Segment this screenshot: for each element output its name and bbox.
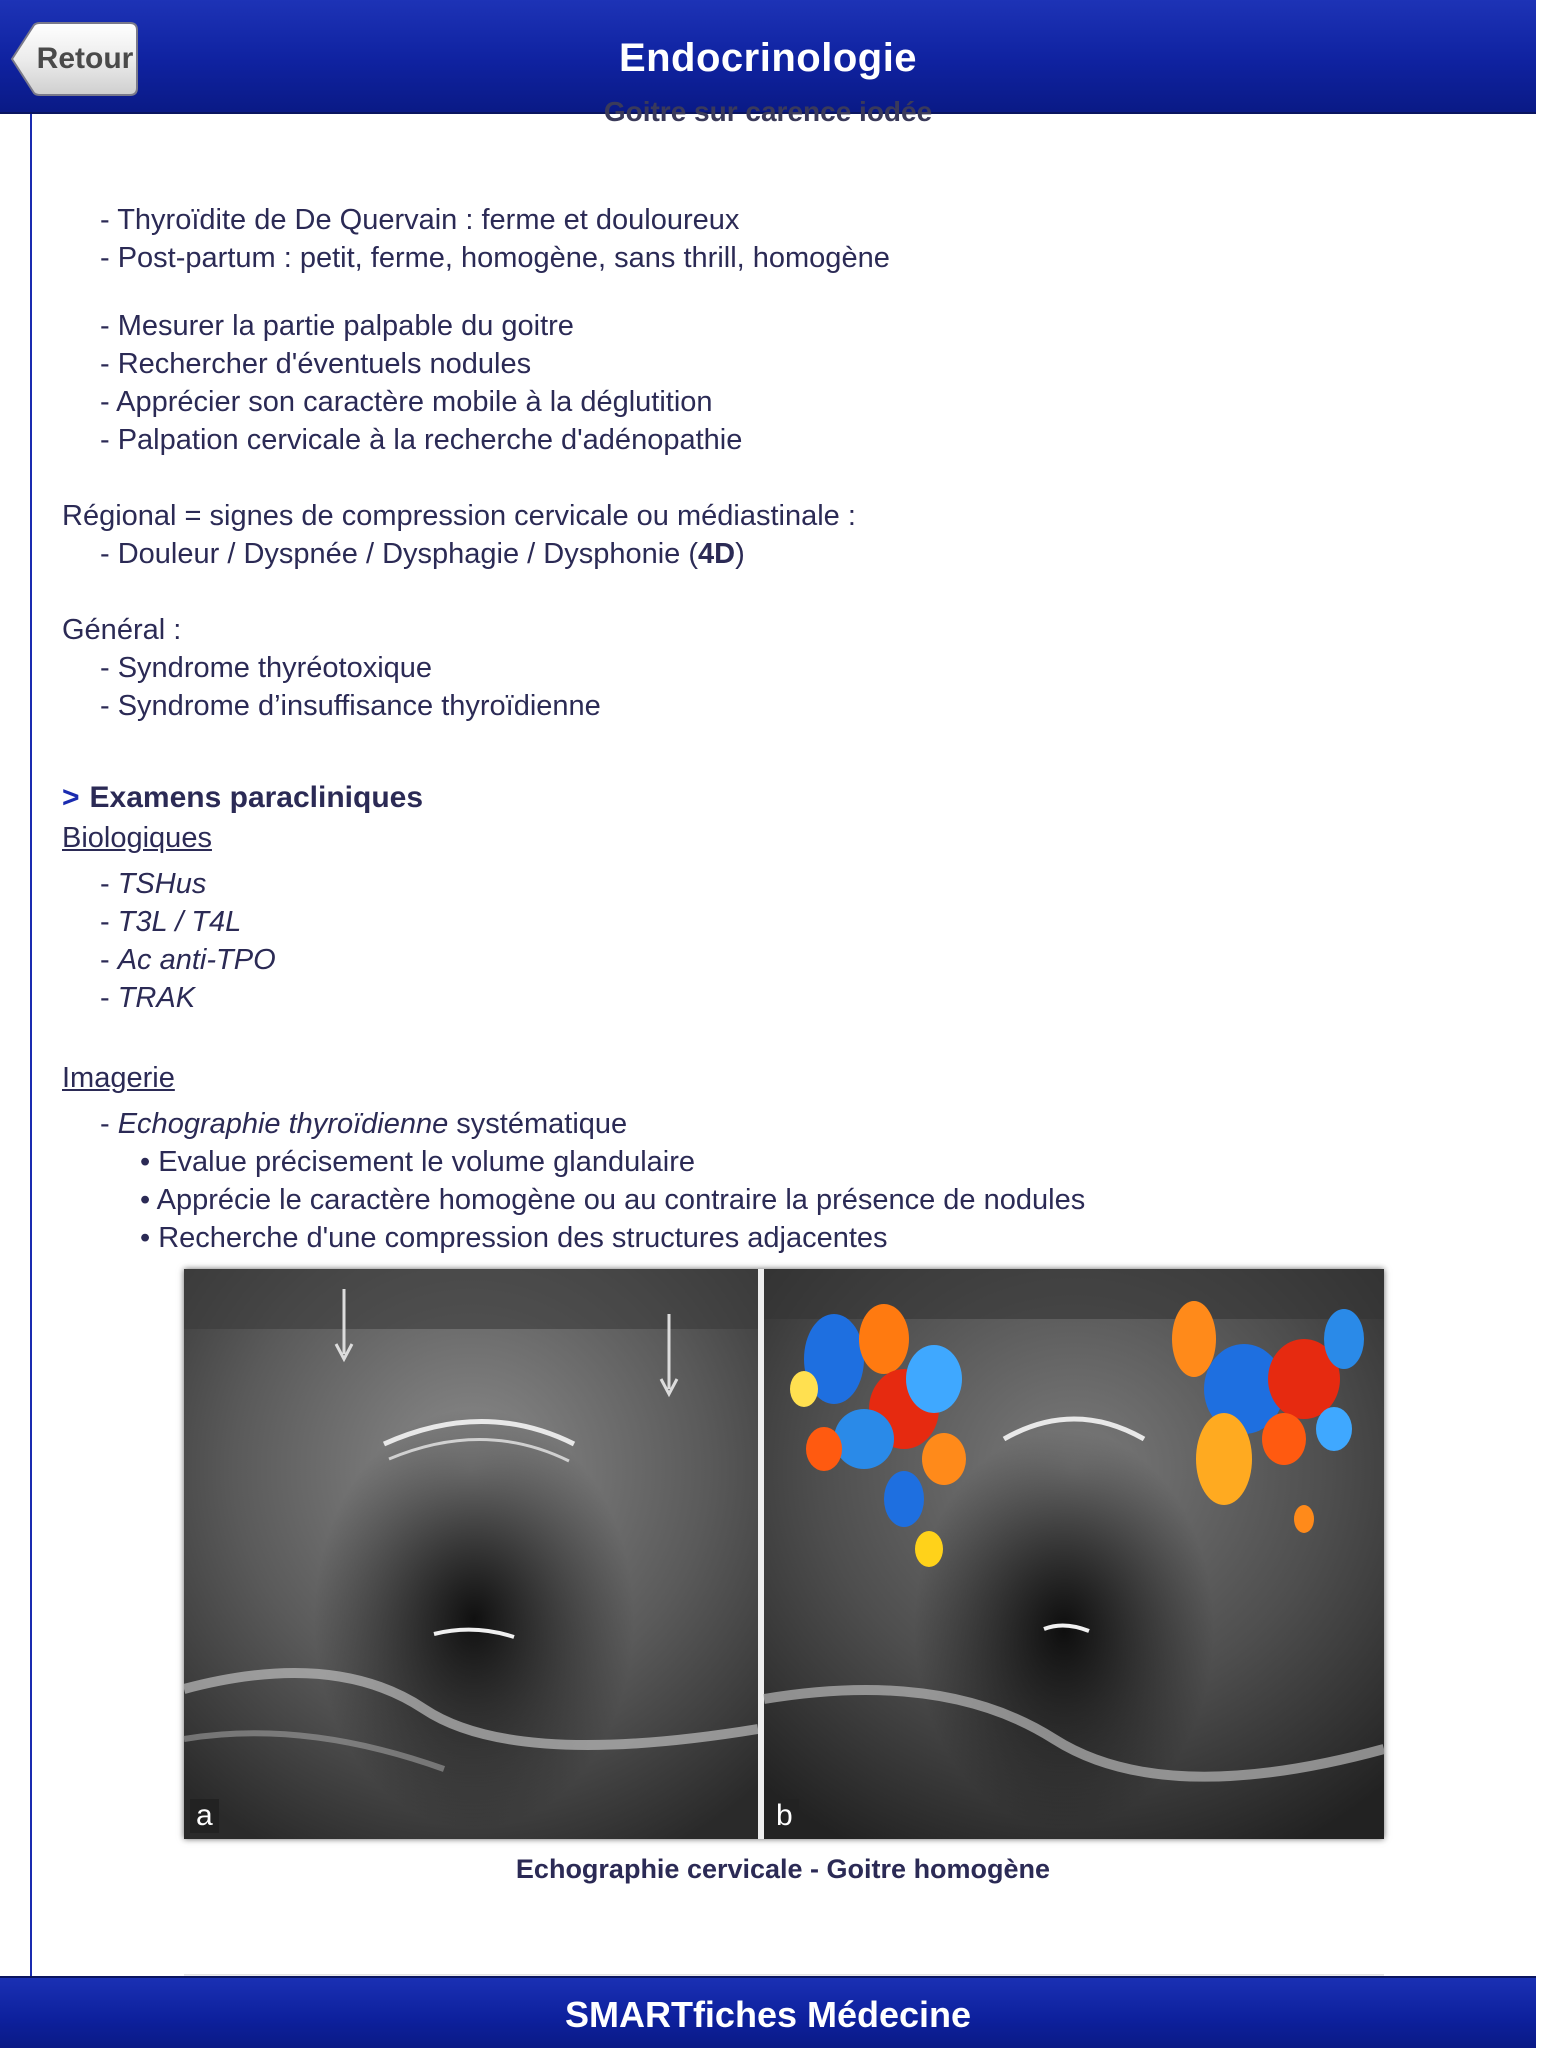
list-item: - Post-partum : petit, ferme, homogène, sans thrill, homogène	[100, 242, 890, 274]
bullet-item: • Apprécie le caractère homogène ou au contraire la présence de nodules	[140, 1184, 1086, 1216]
list-item	[100, 980, 195, 1016]
echo-label: Echographie thyroïdienne	[117, 1108, 449, 1140]
regional-item-bold: 4D	[698, 538, 736, 570]
bio-test-label: Ac anti-TPO	[117, 944, 276, 976]
ultrasound-image	[184, 1269, 1384, 1839]
list-item: - Apprécier son caractère mobile à la déglutition	[100, 386, 713, 418]
left-margin-rule	[30, 114, 32, 1976]
list-dash: -	[100, 944, 118, 976]
subsection-heading: Biologiques	[62, 822, 212, 854]
regional-item-suffix: )	[735, 538, 745, 570]
panel-label-a: a	[190, 1799, 219, 1833]
list-dash: -	[100, 982, 118, 1014]
list-item	[100, 1106, 627, 1142]
echo-suffix: systématique	[448, 1108, 628, 1140]
general-heading: Général :	[62, 614, 182, 646]
subsection-heading: Imagerie	[62, 1062, 175, 1094]
list-item: - Rechercher d'éventuels nodules	[100, 348, 532, 380]
list-dash: -	[100, 868, 118, 900]
section-title-partial: Goitre sur carence iodée	[603, 96, 933, 127]
list-item: - Syndrome thyréotoxique	[100, 652, 433, 684]
section-heading	[62, 780, 423, 816]
section-heading-label: Examens paracliniques	[89, 781, 424, 814]
content-scroll-area[interactable]	[0, 96, 1536, 1976]
bio-test-label: TRAK	[117, 982, 196, 1014]
regional-item-text: - Douleur / Dyspnée / Dysphagie / Dysphonie (	[100, 538, 699, 570]
list-item	[100, 904, 241, 940]
list-item	[100, 942, 276, 978]
bio-test-label: T3L / T4L	[117, 906, 242, 938]
figure-caption: Echographie cervicale - Goitre homogène	[515, 1854, 1051, 1884]
bio-test-label: TSHus	[117, 868, 207, 900]
list-dash: -	[100, 906, 118, 938]
footer-title: SMARTfiches Médecine	[564, 1994, 972, 2035]
footer-bar	[0, 1976, 1536, 2048]
panel-label-b: b	[770, 1799, 799, 1833]
bullet-item: • Recherche d'une compression des structures adjacentes	[140, 1222, 888, 1254]
list-dash: -	[100, 1108, 118, 1140]
list-item: - Thyroïdite de De Quervain : ferme et douloureux	[100, 204, 740, 236]
list-item: - Mesurer la partie palpable du goitre	[100, 310, 574, 342]
list-item	[100, 536, 745, 572]
chevron-right-icon: >	[62, 781, 80, 814]
list-item: - Palpation cervicale à la recherche d'adénopathie	[100, 424, 743, 456]
regional-heading: Régional = signes de compression cervicale ou médiastinale :	[62, 500, 856, 532]
back-button-label: Retour	[36, 42, 134, 75]
page-title: Endocrinologie	[618, 36, 918, 80]
ultrasound-figure	[184, 1269, 1384, 1839]
list-item	[100, 866, 206, 902]
bullet-item: • Evalue précisement le volume glandulaire	[140, 1146, 696, 1178]
list-item: - Syndrome d’insuffisance thyroïdienne	[100, 690, 601, 722]
